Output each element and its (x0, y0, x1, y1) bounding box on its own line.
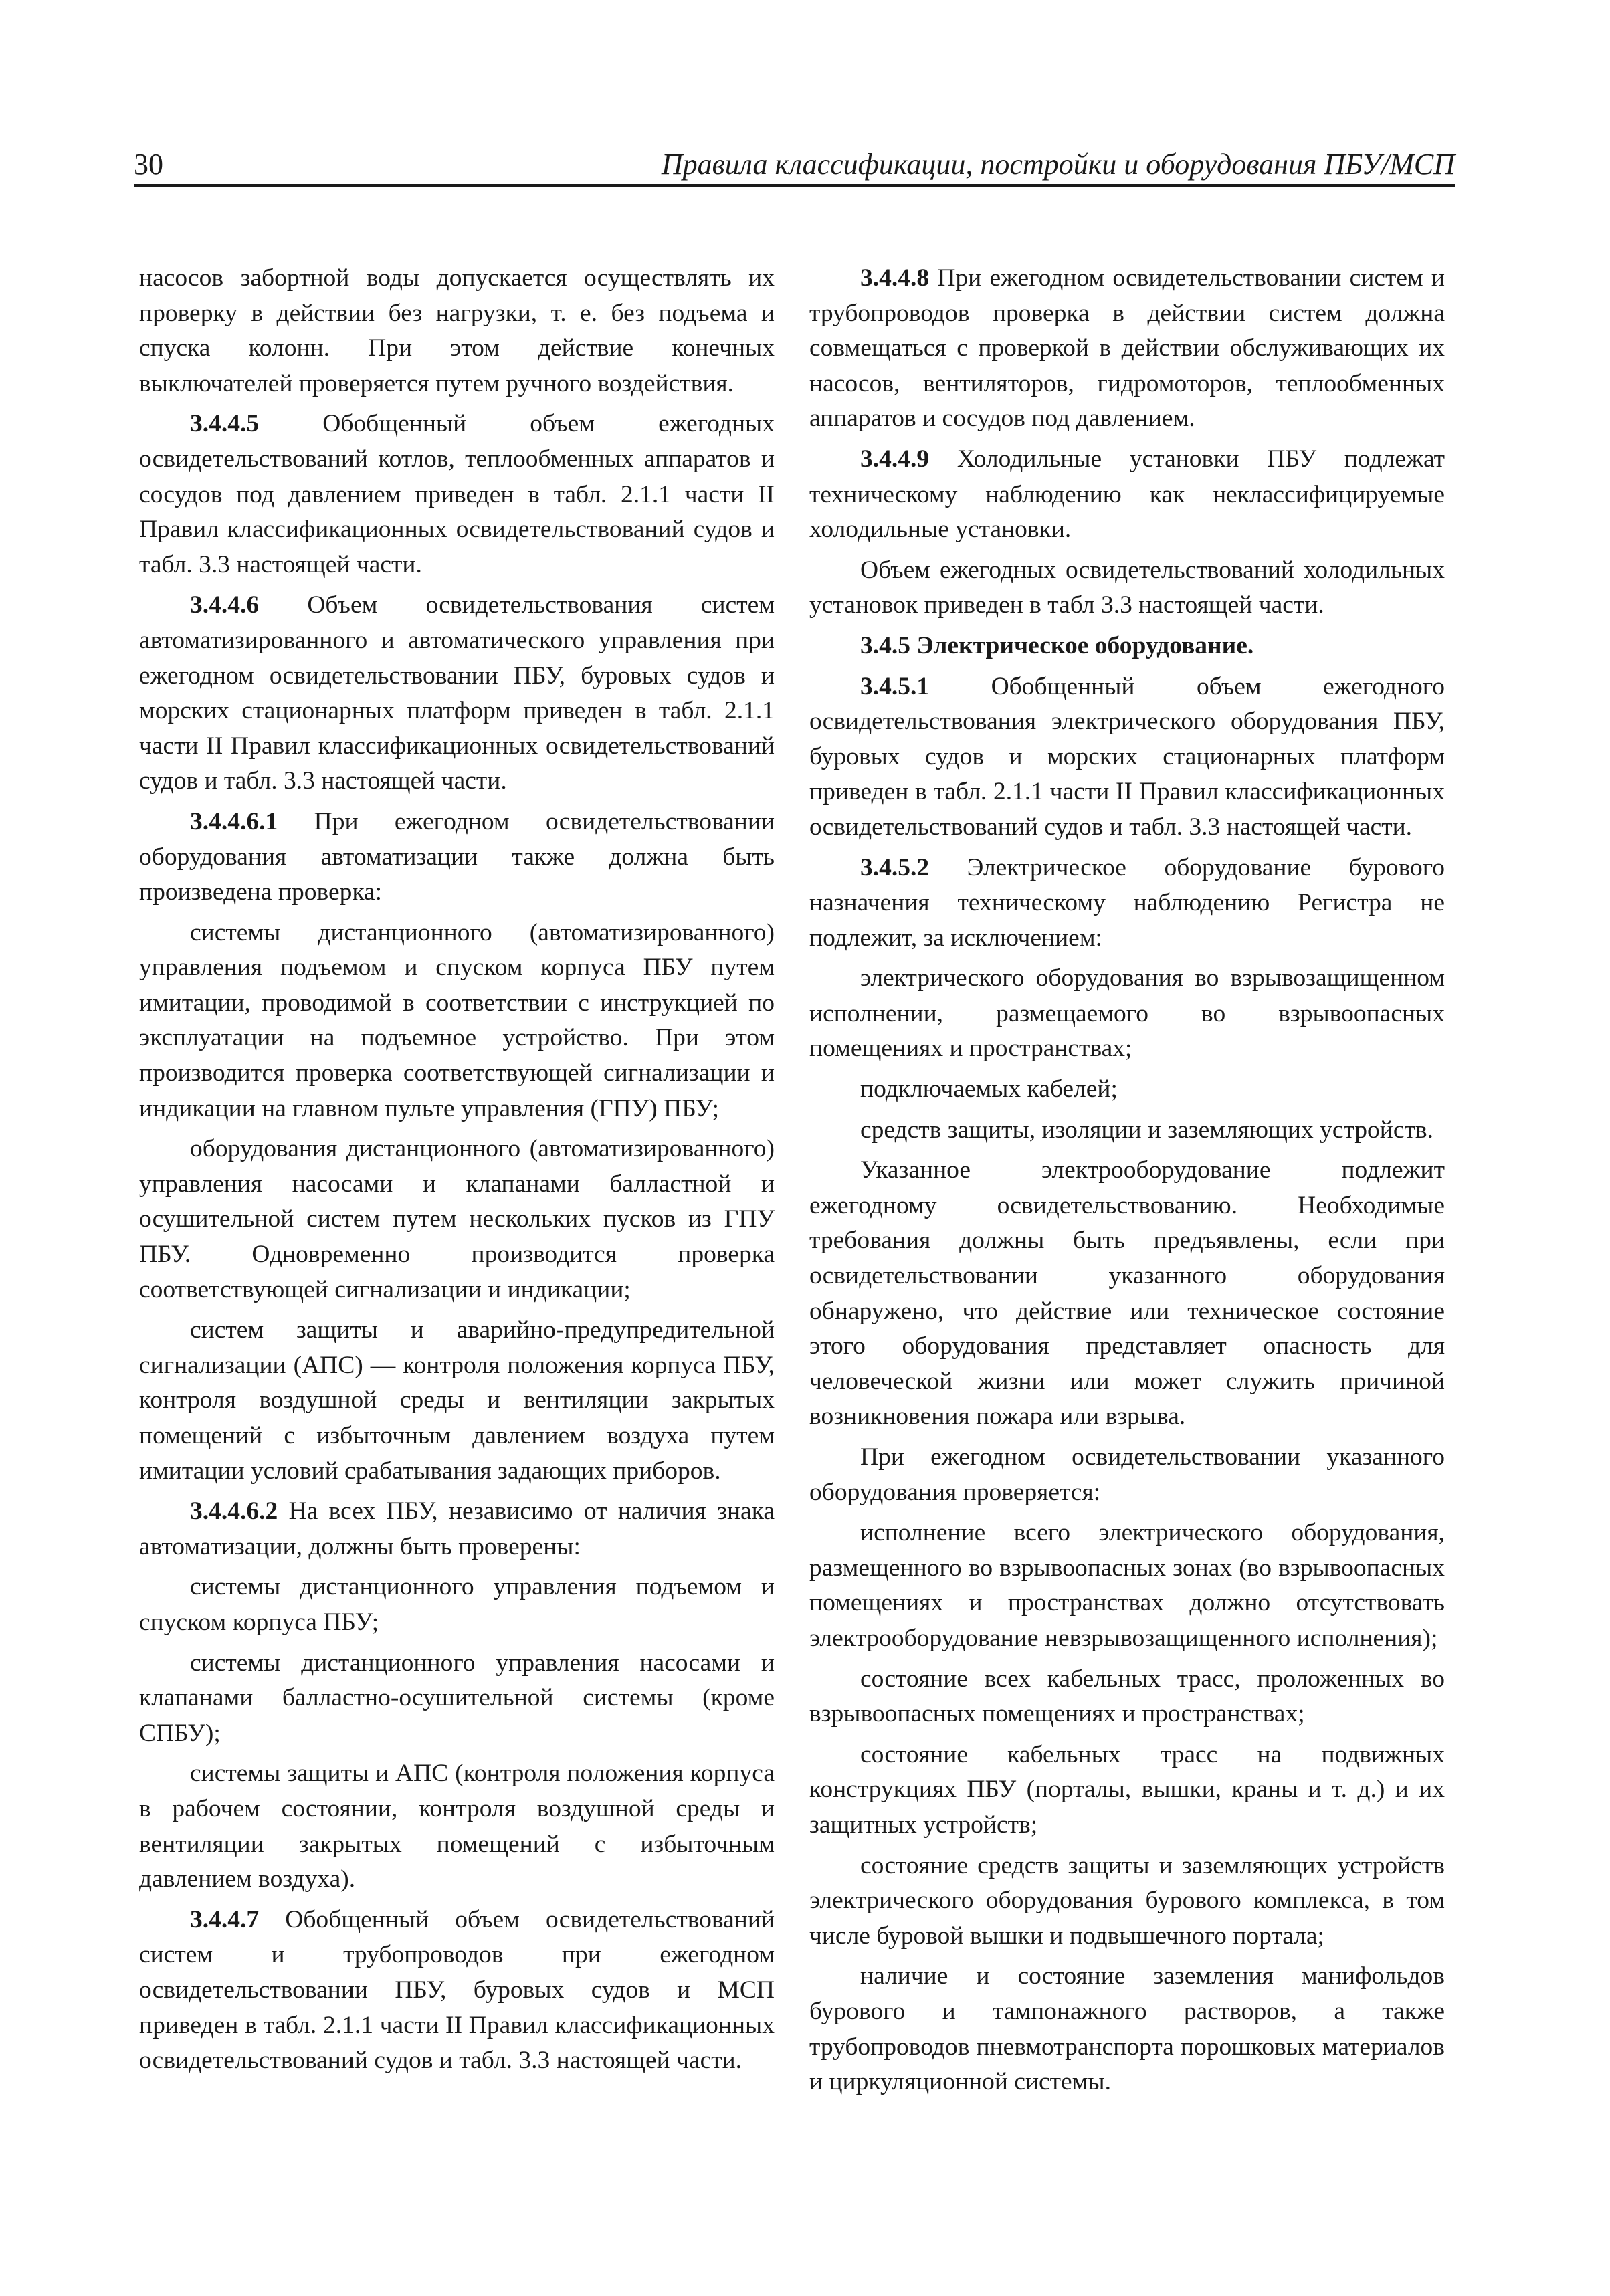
clause-number: 3.4.5.1 (860, 672, 930, 700)
paragraph: систем защиты и аварийно-предупредительной сигнализации (АПС) — контроля положения корпуса ПБУ, контроля воздушной среды и вентиляции закрытых помещений с избыточным давлением воздуха путем имитации условий срабатывания задающих приборов. (139, 1316, 775, 1485)
clause-number: 3.4.4.6.2 (190, 1497, 278, 1526)
paragraph: 3.4.4.8 При ежегодном освидетельствовании систем и трубопроводов проверка в действии систем должна совмещаться с проверкой в действии обслуживающих их насосов, вентиляторов, гидромоторов, теплообменных аппаратов и сосудов под давлением. (809, 264, 1445, 433)
paragraph: исполнение всего электрического оборудования, размещенного во взрывоопасных зонах (во взрывоопасных помещениях и пространствах должно отсутствовать электрооборудование невзрывозащищенного исполнения); (809, 1519, 1445, 1652)
section-heading: 3.4.5 Электрическое оборудование. (860, 631, 1254, 659)
paragraph: 3.4.4.5 Обобщенный объем ежегодных освидетельствований котлов, теплообменных аппаратов и сосудов под давлением приведен в табл. 2.1.1 части II Правил классификационных освидетельствований судов и табл. 3.3 настоящей части. (139, 410, 775, 579)
clause-number: 3.4.4.9 (860, 445, 930, 473)
paragraph: При ежегодном освидетельствовании указанного оборудования проверяется: (809, 1443, 1445, 1506)
paragraph: 3.4.4.7 Обобщенный объем освидетельствований систем и трубопроводов при ежегодном освидетельствовании ПБУ, буровых судов и МСП приведен в табл. 2.1.1 части II Правил классификационных освидетельствований судов и табл. 3.3 настоящей части. (139, 1905, 775, 2075)
paragraph: системы дистанционного управления подъемом и спуском корпуса ПБУ; (139, 1573, 775, 1636)
paragraph: 3.4.4.6.2 На всех ПБУ, независимо от наличия знака автоматизации, должны быть проверены: (139, 1497, 775, 1560)
right-column (809, 261, 1445, 2105)
page-number: 30 (134, 148, 163, 181)
paragraph: 3.4.4.6.1 При ежегодном освидетельствовании оборудования автоматизации также должна быть произведена проверка: (139, 807, 775, 906)
paragraph: системы дистанционного управления насосами и клапанами балластно-осушительной системы (кроме СПБУ); (139, 1649, 775, 1747)
paragraph: Указанное электрооборудование подлежит ежегодному освидетельствованию. Необходимые требования должны быть предъявлены, если при освидетельствовании указанного оборудования обнаружено, что действие или техническое состояние этого оборудования представляет опасность для человеческой жизни или может служить причиной возникновения пожара или взрыва. (809, 1156, 1445, 1431)
paragraph: состояние кабельных трасс на подвижных конструкциях ПБУ (порталы, вышки, краны и т. д.) и их защитных устройств; (809, 1740, 1445, 1839)
paragraph: 3.4.5.2 Электрическое оборудование бурового назначения техническому наблюдению Регистра не подлежит, за исключением: (809, 853, 1445, 952)
paragraph: Объем ежегодных освидетельствований холодильных установок приведен в табл 3.3 настоящей части. (809, 556, 1445, 619)
paragraph: насосов забортной воды допускается осуществлять их проверку в действии без нагрузки, т. е. без подъема и спуска колонн. При этом действие конечных выключателей проверяется путем ручного воздействия. (139, 264, 775, 397)
paragraph: подключаемых кабелей; (860, 1075, 1118, 1104)
page-header (134, 144, 1455, 187)
paragraph: системы защиты и АПС (контроля положения корпуса в рабочем состоянии, контроля воздушной среды и вентиляции закрытых помещений с избыточным давлением воздуха). (139, 1760, 775, 1893)
left-column (139, 261, 775, 2084)
clause-number: 3.4.4.6 (190, 591, 260, 619)
paragraph: 3.4.5.1 Обобщенный объем ежегодного освидетельствования электрического оборудования ПБУ, буровых судов и морских стационарных платформ приведен в табл. 2.1.1 части II Правил классификационных освидетельствований судов и табл. 3.3 настоящей части. (809, 672, 1445, 841)
clause-number: 3.4.4.6.1 (190, 807, 278, 835)
clause-number: 3.4.4.7 (190, 1905, 260, 1934)
paragraph: состояние средств защиты и заземляющих устройств электрического оборудования бурового комплекса, в том числе буровой вышки и подвышечного портала; (809, 1851, 1445, 1950)
paragraph: средств защиты, изоляции и заземляющих устройств. (860, 1116, 1433, 1144)
paragraph: 3.4.4.6 Объем освидетельствования систем автоматизированного и автоматического управления при ежегодном освидетельствовании ПБУ, буровых судов и морских стационарных платформ приведен в табл. 2.1.1 части II Правил классификационных освидетельствований судов и табл. 3.3 настоящей части. (139, 591, 775, 795)
clause-number: 3.4.4.5 (190, 410, 260, 438)
clause-number: 3.4.5.2 (860, 853, 930, 881)
paragraph: 3.4.4.9 Холодильные установки ПБУ подлежат техническому наблюдению как неклассифицируемые холодильные установки. (809, 445, 1445, 544)
paragraph: оборудования дистанционного (автоматизированного) управления насосами и клапанами балластной и осушительной систем путем нескольких пусков из ГПУ ПБУ. Одновременно производится проверка соответствующей сигнализации и индикации; (139, 1135, 775, 1303)
paragraph: электрического оборудования во взрывозащищенном исполнении, размещаемого во взрывоопасных помещениях и пространствах; (809, 964, 1445, 1063)
clause-number: 3.4.4.8 (860, 264, 930, 292)
paragraph: наличие и состояние заземления манифольдов бурового и тампонажного растворов, а также трубопроводов пневмотранспорта порошковых материалов и циркуляционной системы. (809, 1962, 1445, 2096)
paragraph: состояние всех кабельных трасс, проложенных во взрывоопасных помещениях и пространствах; (809, 1665, 1445, 1728)
running-title: Правила классификации, постройки и оборудования ПБУ/МСП (661, 148, 1455, 181)
paragraph: системы дистанционного (автоматизированного) управления подъемом и спуском корпуса ПБУ путем имитации, проводимой в соответствии с инструкцией по эксплуатации на подъемное устройство. При этом производится проверка соответствующей сигнализации и индикации на главном пульте управления (ГПУ) ПБУ; (139, 918, 775, 1122)
